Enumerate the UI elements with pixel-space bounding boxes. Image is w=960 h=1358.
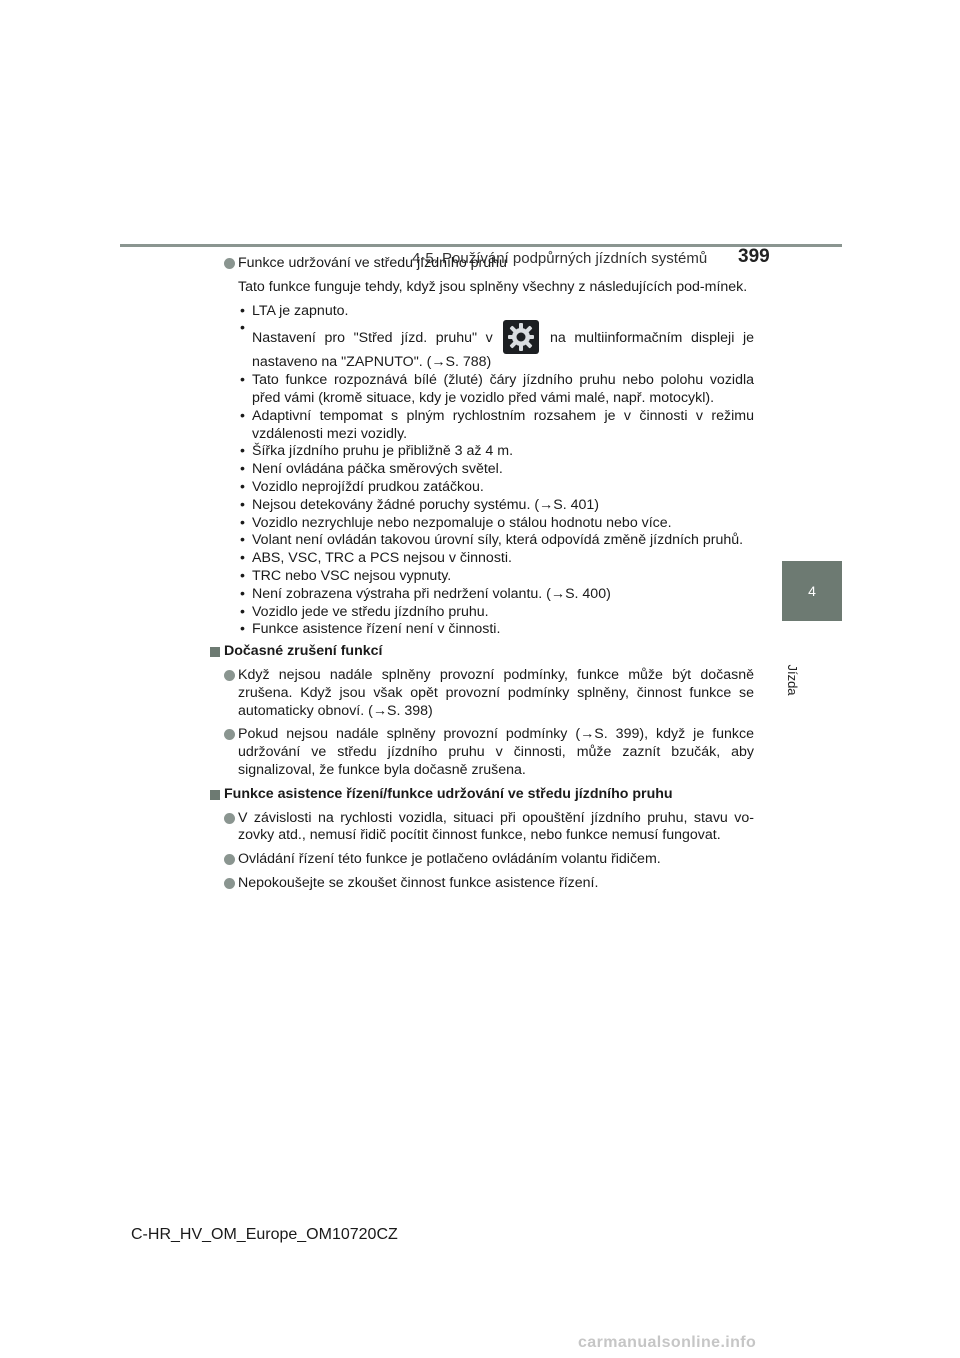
conditions-intro: Tato funkce funguje tehdy, když jsou splněny všechny z následujících pod-mínek. bbox=[238, 278, 748, 295]
condition-item: • Šířka jízdního pruhu je přibližně 3 až 4 m. bbox=[238, 443, 754, 461]
condition-text-after: na multiinformačním displeji je nastaveno na "ZAPNUTO". (→S. 788) bbox=[252, 330, 754, 371]
bullet-item bbox=[222, 667, 754, 720]
bullet-lane-centering bbox=[222, 255, 754, 273]
condition-item: • Adaptivní tempomat s plným rychlostním rozsahem je v činnosti v režimu vzdálenosti mezi vozidly. bbox=[238, 408, 754, 444]
bullet-text: Ovládání řízení této funkce je potlačeno ovládáním volantu řidičem. bbox=[238, 851, 661, 868]
conditions-list bbox=[238, 303, 754, 640]
section-square-icon bbox=[210, 647, 220, 657]
section-title-text: Funkce asistence řízení/funkce udržování ve středu jízdního pruhu bbox=[224, 785, 673, 802]
condition-item: • Vozidlo nezrychluje nebo nezpomaluje o stálou hodnotu nebo více. bbox=[238, 515, 754, 533]
page-content bbox=[222, 255, 754, 899]
condition-item: • Vozidlo jede ve středu jízdního pruhu. bbox=[238, 604, 754, 622]
condition-item: • Nejsou detekovány žádné poruchy systému. (→S. 401) bbox=[238, 497, 754, 515]
bullet-item bbox=[222, 851, 754, 869]
section-steering-assist bbox=[210, 786, 754, 804]
bullet-title: Funkce udržování ve středu jízdního pruhu bbox=[238, 255, 507, 271]
condition-item: • Funkce asistence řízení není v činnosti. bbox=[238, 621, 754, 639]
chapter-number: 4 bbox=[808, 583, 816, 599]
page-number: 399 bbox=[738, 246, 770, 267]
bullet-dot-icon bbox=[224, 878, 235, 889]
chapter-label: Jízda bbox=[785, 664, 801, 696]
condition-item-settings bbox=[238, 320, 754, 372]
condition-item: • TRC nebo VSC nejsou vypnuty. bbox=[238, 568, 754, 586]
document-code: C-HR_HV_OM_Europe_OM10720CZ bbox=[131, 1226, 398, 1243]
bullet-dot-icon bbox=[224, 670, 235, 681]
condition-item: • LTA je zapnuto. bbox=[238, 303, 754, 321]
settings-gear-icon bbox=[503, 320, 539, 354]
watermark: carmanualsonline.info bbox=[578, 1334, 757, 1351]
chapter-tab[interactable] bbox=[782, 561, 842, 621]
condition-item: • ABS, VSC, TRC a PCS nejsou v činnosti. bbox=[238, 550, 754, 568]
bullet-item bbox=[222, 726, 754, 779]
section-title-text: Dočasné zrušení funkcí bbox=[224, 643, 383, 660]
condition-item: • Volant není ovládán takovou úrovní síly, která odpovídá změně jízdních pruhů. bbox=[238, 532, 754, 550]
section-temporary-cancel bbox=[210, 643, 754, 661]
bullet-dot-icon bbox=[224, 258, 235, 269]
bullet-text: Když nejsou nadále splněny provozní podmínky, funkce může být dočasně zrušena. Když jsou však opět provozní podmínky splněny, činnost funkce se automaticky obnoví. (→S. 398) bbox=[238, 666, 754, 719]
section-square-icon bbox=[210, 790, 220, 800]
bullet-item bbox=[222, 875, 754, 893]
condition-item: • Tato funkce rozpoznává bílé (žluté) čáry jízdního pruhu nebo polohu vozidla před vámi (kromě situace, kdy je vozidlo před vámi malé, např. motocykl). bbox=[238, 372, 754, 408]
condition-item: • Není ovládána páčka směrových světel. bbox=[238, 461, 754, 479]
bullet-item bbox=[222, 810, 754, 846]
bullet-dot-icon bbox=[224, 854, 235, 865]
header-rule bbox=[120, 244, 842, 247]
condition-item: • Vozidlo neprojíždí prudkou zatáčkou. bbox=[238, 479, 754, 497]
condition-item: • Není zobrazena výstraha při nedržení volantu. (→S. 400) bbox=[238, 586, 754, 604]
condition-text-before: Nastavení pro "Střed jízd. pruhu" v bbox=[252, 330, 493, 347]
bullet-text: Nepokoušejte se zkoušet činnost funkce asistence řízení. bbox=[238, 874, 599, 891]
bullet-text: Pokud nejsou nadále splněny provozní podmínky (→S. 399), když je funkce udržování ve středu jízdního pruhu v činnosti, může zaznít bzučák, aby signalizoval, že funkce byla dočasně zrušena. bbox=[238, 726, 754, 778]
bullet-dot-icon bbox=[224, 813, 235, 824]
bullet-dot-icon bbox=[224, 729, 235, 740]
section-title: 4-5. Používání podpůrných jízdních systémů bbox=[412, 250, 708, 267]
bullet-text: V závislosti na rychlosti vozidla, situaci při opouštění jízdního pruhu, stavu vo-zovky atd., nemusí řidič pocítit činnost funkce, nebo funkce nemusí fungovat. bbox=[238, 809, 754, 844]
